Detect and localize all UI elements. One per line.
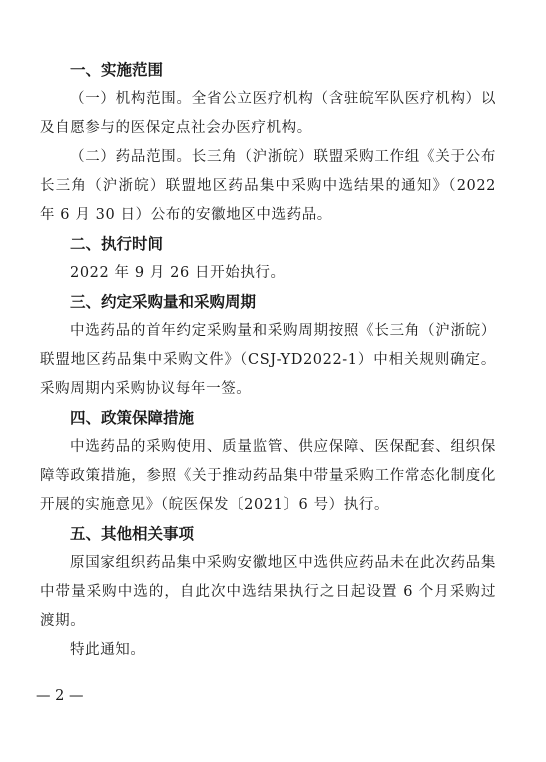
paragraph-policy-measures: 中选药品的采购使用、质量监管、供应保障、医保配套、组织保障等政策措施，参照《关于推动药品集中带量采购工作常态化制度化开展的实施意见》（皖医保发〔2021〕6 号）执行。 xyxy=(40,439,496,513)
section-heading-other-matters: 五、其他相关事项 xyxy=(70,525,195,543)
section-heading-policy-measures: 四、政策保障措施 xyxy=(70,409,195,427)
page-number: — 2 — xyxy=(36,688,84,704)
paragraph-closing-notice: 特此通知。 xyxy=(70,642,146,658)
paragraph-execution-date: 2022 年 9 月 26 日开始执行。 xyxy=(70,265,286,281)
document-body xyxy=(40,56,496,665)
paragraph-transition-period: 原国家组织药品集中采购安徽地区中选供应药品未在此次药品集中带量采购中选的，自此次中选结果执行之日起设置 6 个月采购过渡期。 xyxy=(40,555,496,629)
section-heading-scope: 一、实施范围 xyxy=(70,61,164,79)
paragraph-procurement-volume: 中选药品的首年约定采购量和采购周期按照《长三角（沪浙皖）联盟地区药品集中采购文件》（CSJ-YD2022-1）中相关规则确定。采购周期内采购协议每年一签。 xyxy=(40,323,496,397)
section-heading-execution-time: 二、执行时间 xyxy=(70,235,164,253)
paragraph-institution-scope: （一）机构范围。全省公立医疗机构（含驻皖军队医疗机构）以及自愿参与的医保定点社会办医疗机构。 xyxy=(40,91,496,136)
section-heading-procurement-volume: 三、约定采购量和采购周期 xyxy=(70,293,257,311)
paragraph-drug-scope: （二）药品范围。长三角（沪浙皖）联盟采购工作组《关于公布长三角（沪浙皖）联盟地区药品集中采购中选结果的通知》（2022 年 6 月 30 日）公布的安徽地区中选药品。 xyxy=(40,149,496,223)
